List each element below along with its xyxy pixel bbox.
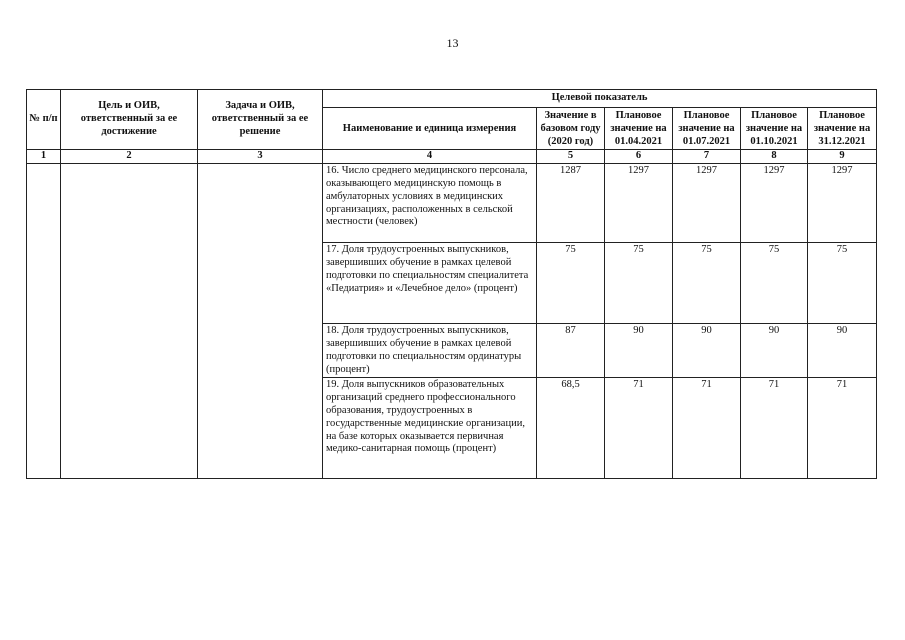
plan-value-q1: 90 (605, 324, 673, 378)
plan-value-q1: 1297 (605, 164, 673, 243)
plan-value-q4: 75 (808, 243, 877, 324)
base-value: 87 (537, 324, 605, 378)
column-number: 8 (741, 150, 808, 164)
task-cell (198, 164, 323, 479)
base-value: 75 (537, 243, 605, 324)
header-plan-q4: Плановое значение на 31.12.2021 (808, 108, 877, 150)
column-number: 4 (323, 150, 537, 164)
header-goal: Цель и ОИВ, ответственный за ее достижение (61, 90, 198, 150)
plan-value-q3: 90 (741, 324, 808, 378)
header-number: № п/п (27, 90, 61, 150)
plan-value-q1: 71 (605, 378, 673, 479)
plan-value-q2: 1297 (673, 164, 741, 243)
column-number: 9 (808, 150, 877, 164)
plan-value-q3: 71 (741, 378, 808, 479)
indicator-name: 17. Доля трудоустроенных выпускников, завершивших обучение в рамках целевой подготовки по специальностям специалитета «Педиатрия» и «Лечебное дело» (процент) (323, 243, 537, 324)
page-number: 13 (446, 36, 459, 50)
header-plan-q2: Плановое значение на 01.07.2021 (673, 108, 741, 150)
column-number: 1 (27, 150, 61, 164)
plan-value-q4: 1297 (808, 164, 877, 243)
plan-value-q2: 71 (673, 378, 741, 479)
base-value: 1287 (537, 164, 605, 243)
header-indicator-name: Наименование и единица измерения (323, 108, 537, 150)
header-task: Задача и ОИВ, ответственный за ее решение (198, 90, 323, 150)
column-number-row (27, 150, 877, 164)
column-number: 5 (537, 150, 605, 164)
indicator-name: 19. Доля выпускников образовательных организаций среднего профессионального образования, трудоустроенных в государственные медицинские организации, на базе которых оказывается первичная медико-санитарная помощь (процент) (323, 378, 537, 479)
plan-value-q3: 75 (741, 243, 808, 324)
header-plan-q3: Плановое значение на 01.10.2021 (741, 108, 808, 150)
indicator-name: 18. Доля трудоустроенных выпускников, завершивших обучение в рамках целевой подготовки по специальностям ординатуры (процент) (323, 324, 537, 378)
plan-value-q2: 90 (673, 324, 741, 378)
indicators-table (26, 89, 877, 479)
header-plan-q1: Плановое значение на 01.04.2021 (605, 108, 673, 150)
plan-value-q4: 71 (808, 378, 877, 479)
column-number: 3 (198, 150, 323, 164)
header-base-value: Значение в базовом году (2020 год) (537, 108, 605, 150)
plan-value-q1: 75 (605, 243, 673, 324)
plan-value-q2: 75 (673, 243, 741, 324)
plan-value-q4: 90 (808, 324, 877, 378)
goal-cell (61, 164, 198, 479)
table-row (27, 164, 877, 243)
column-number: 7 (673, 150, 741, 164)
column-number: 6 (605, 150, 673, 164)
header-target-indicator: Целевой показатель (323, 90, 877, 108)
plan-value-q3: 1297 (741, 164, 808, 243)
column-number: 2 (61, 150, 198, 164)
number-cell (27, 164, 61, 479)
indicator-name: 16. Число среднего медицинского персонала, оказывающего медицинскую помощь в амбулаторных условиях в медицинских организациях, расположенных в сельской местности (человек) (323, 164, 537, 243)
base-value: 68,5 (537, 378, 605, 479)
